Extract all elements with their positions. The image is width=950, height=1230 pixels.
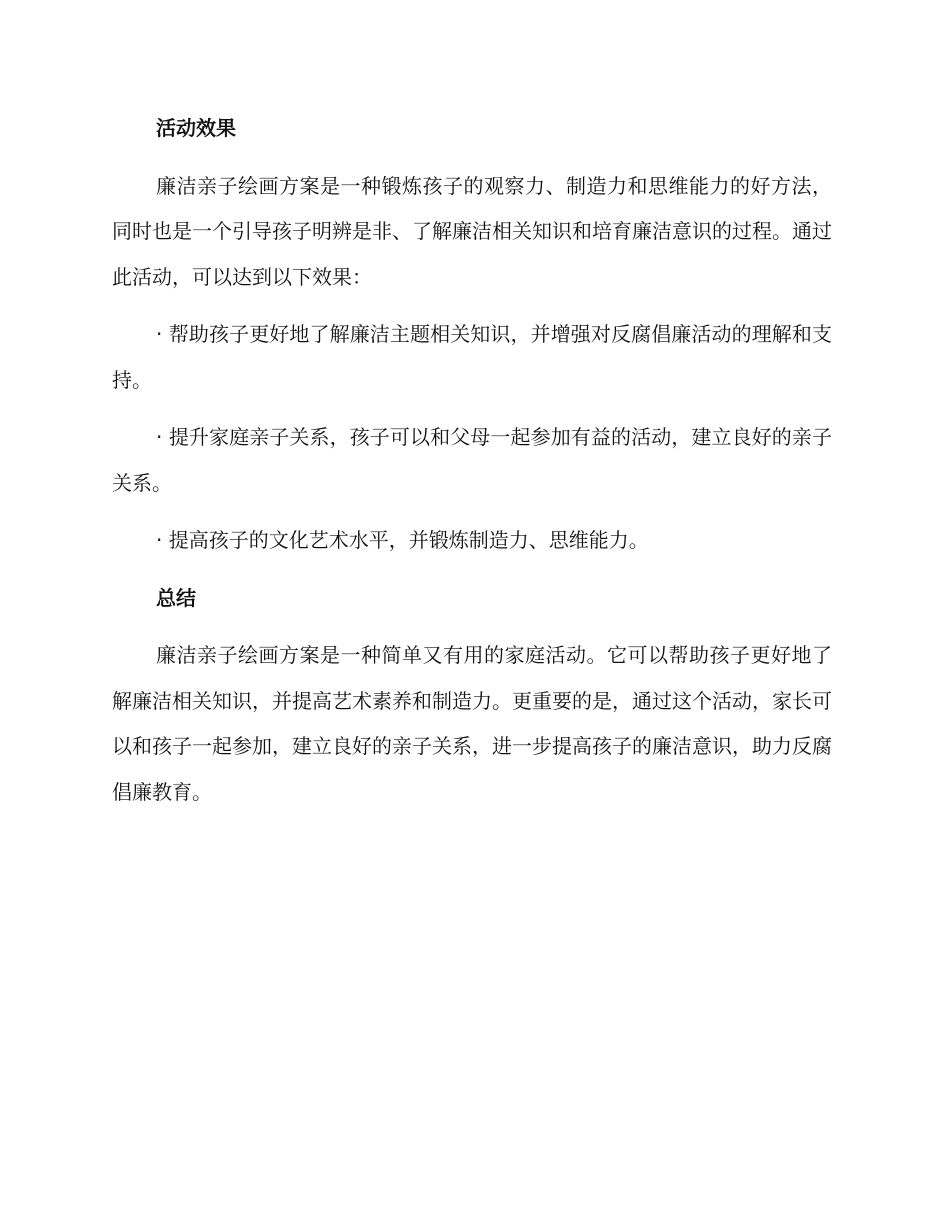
effects-bullet-knowledge: · 帮助孩子更好地了解廉洁主题相关知识，并增强对反腐倡廉活动的理解和支持。: [112, 322, 832, 392]
document-body: [112, 106, 832, 815]
effects-bullet-art: · 提高孩子的文化艺术水平，并锻炼制造力、思维能力。: [156, 528, 649, 552]
section-heading-summary: 总结: [156, 585, 196, 610]
summary-paragraph: 廉洁亲子绘画方案是一种简单又有用的家庭活动。它可以帮助孩子更好地了解廉洁相关知识，并提高艺术素养和制造力。更重要的是，通过这个活动，家长可以和孩子一起参加，建立良好的亲子关系，进一步提高孩子的廉洁意识，助力反腐倡廉教育。: [112, 643, 832, 804]
effects-bullet-family: · 提升家庭亲子关系，孩子可以和父母一起参加有益的活动，建立良好的亲子关系。: [112, 425, 832, 495]
effects-intro-paragraph: 廉洁亲子绘画方案是一种锻炼孩子的观察力、制造力和思维能力的好方法，同时也是一个引导孩子明辨是非、了解廉洁相关知识和培育廉洁意识的过程。通过此活动，可以达到以下效果：: [112, 173, 832, 289]
section-heading-effects: 活动效果: [156, 116, 236, 140]
